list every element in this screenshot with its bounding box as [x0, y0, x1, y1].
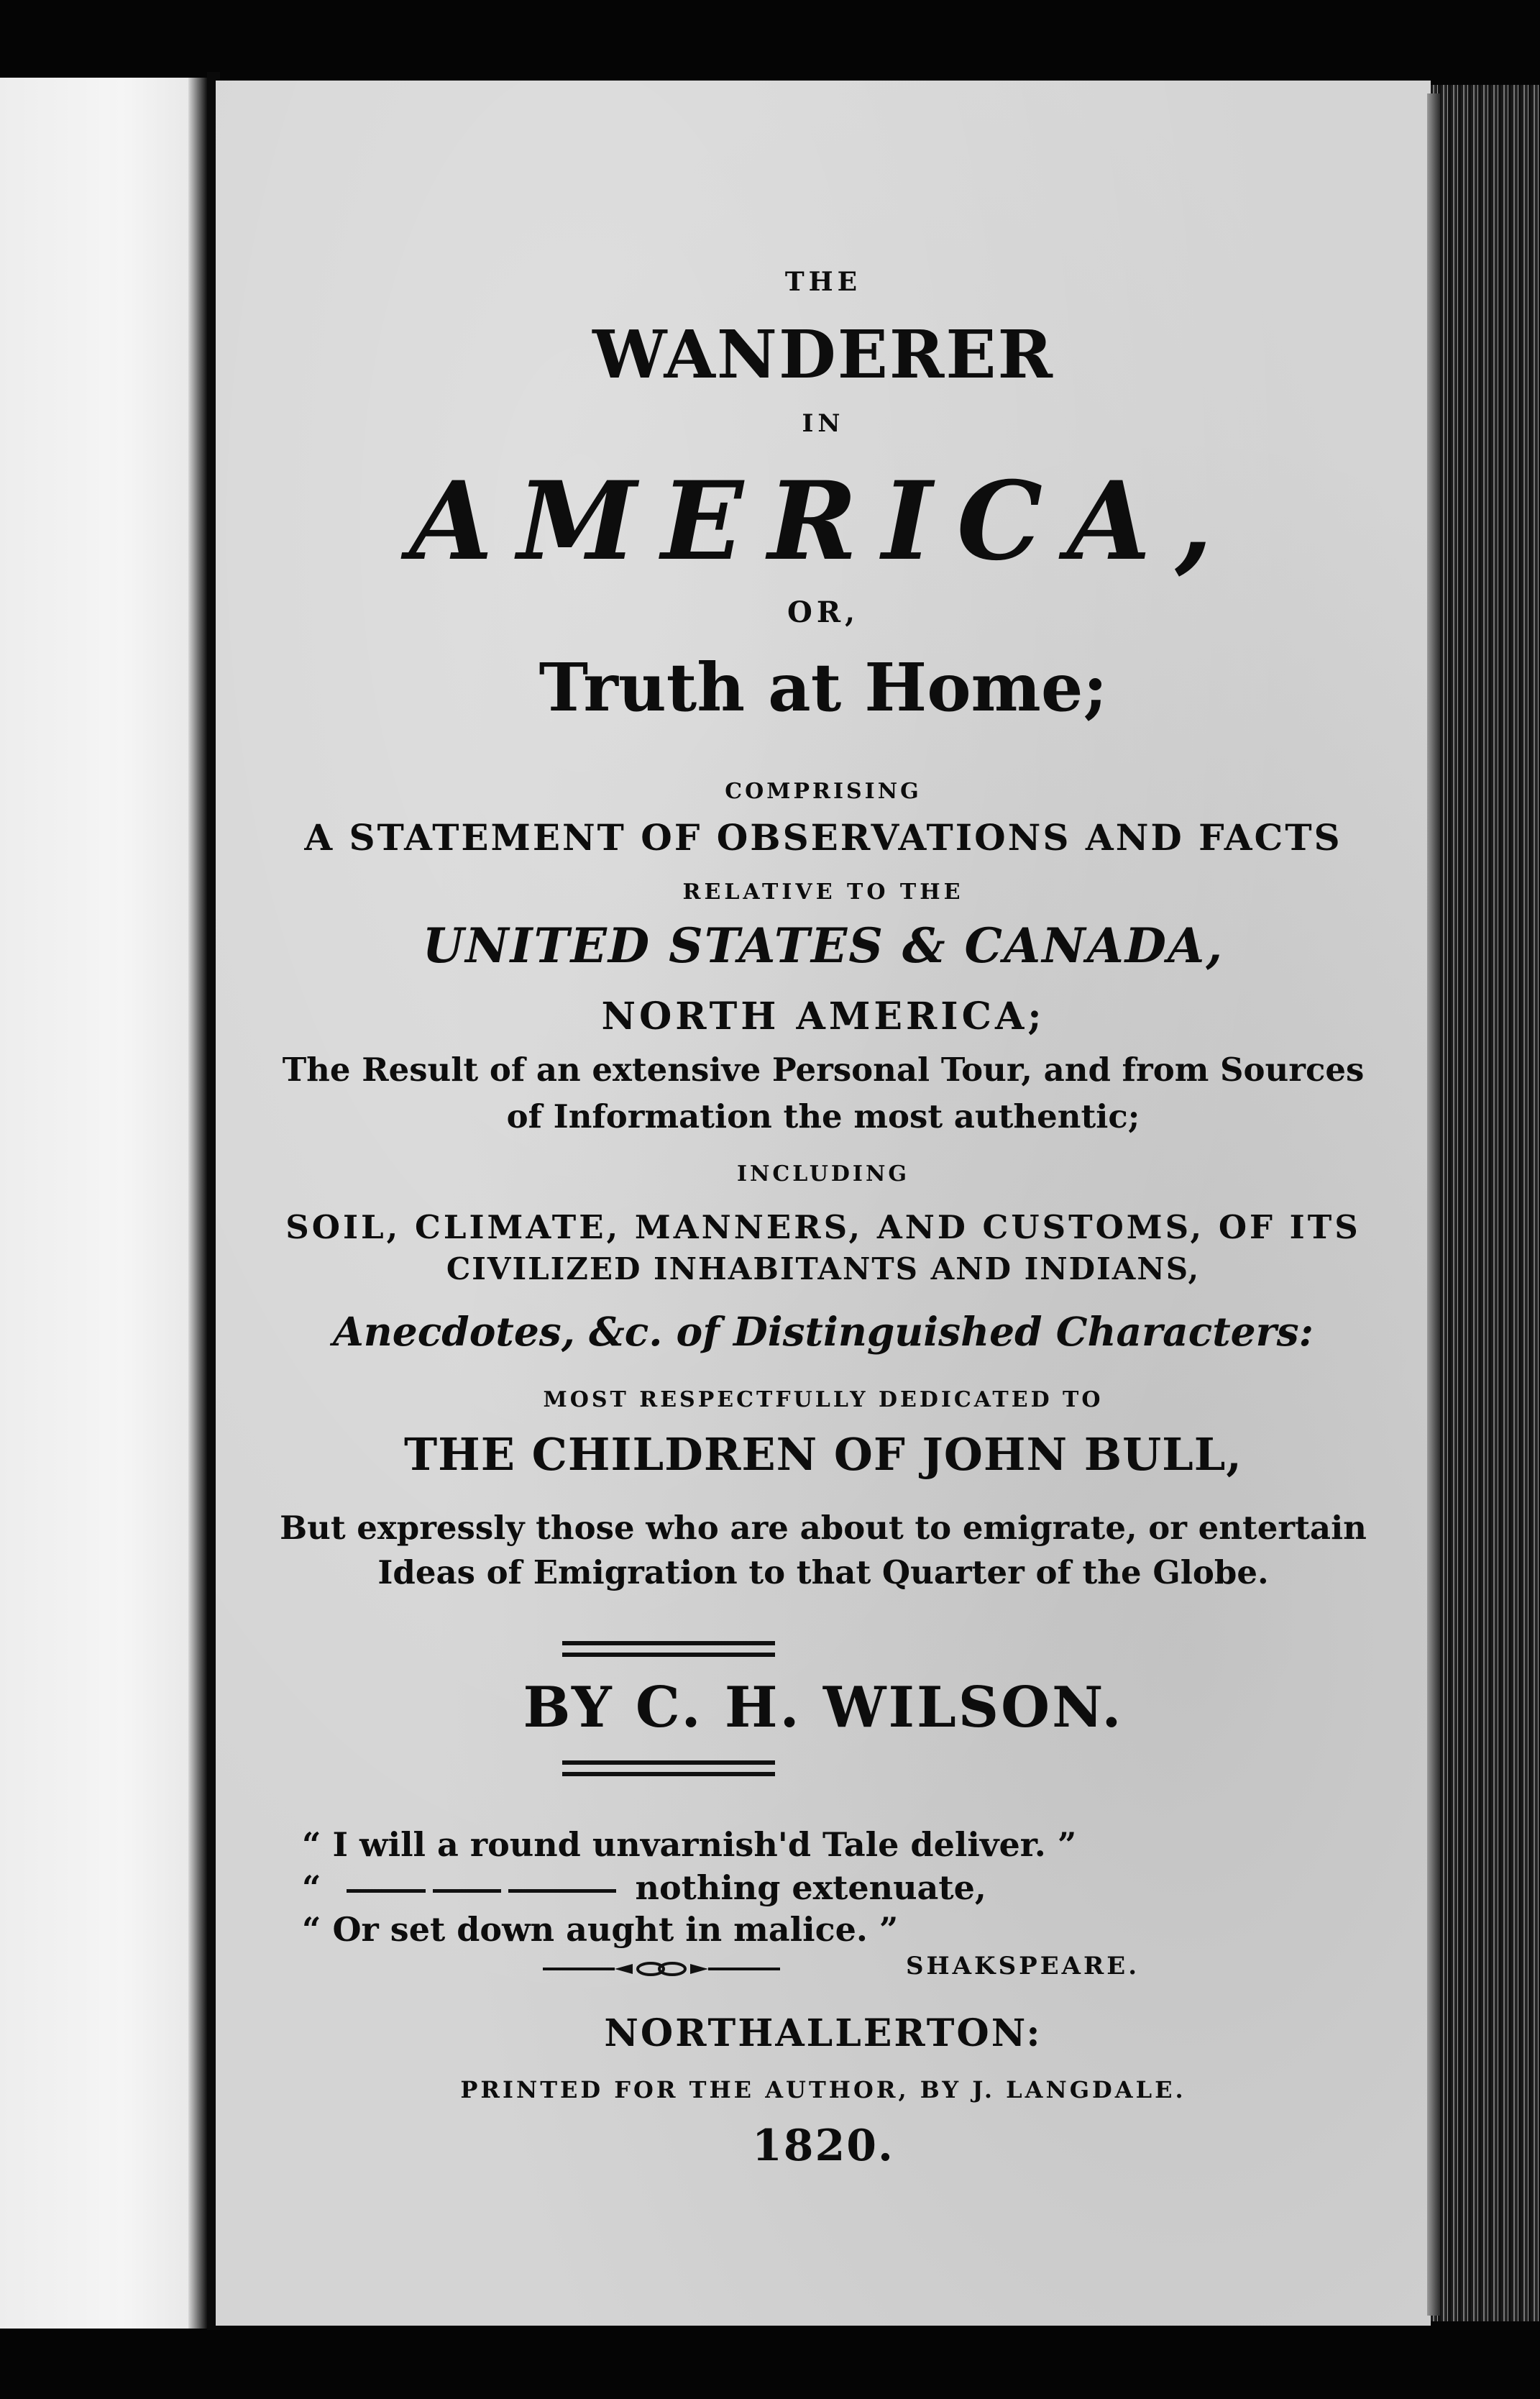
quote-line-3: “ Or set down aught in malice. ”	[302, 1910, 899, 1949]
title-or: OR,	[787, 595, 859, 629]
result-line-1: The Result of an extensive Personal Tour, and from Sources	[282, 1051, 1365, 1089]
page-edge-shadow	[1427, 93, 1440, 2316]
imprint-year: 1820.	[752, 2121, 894, 2171]
quote-line-2-open: “	[302, 1868, 321, 1907]
united-states-canada: UNITED STATES & CANADA,	[422, 918, 1224, 974]
expressly-line-1: But expressly those who are about to emigrate, or entertain	[280, 1509, 1367, 1547]
statement-line: A STATEMENT OF OBSERVATIONS AND FACTS	[304, 816, 1342, 859]
left-page-edge	[188, 78, 207, 2329]
imprint-place: NORTHALLERTON:	[604, 2011, 1042, 2055]
author-line: BY C. H. WILSON.	[523, 1675, 1124, 1740]
ornament-rule	[543, 1961, 780, 1977]
title-in: IN	[802, 409, 845, 438]
children-of-john-bull: THE CHILDREN OF JOHN BULL,	[404, 1428, 1242, 1481]
relative-to-label: RELATIVE TO THE	[682, 879, 964, 905]
quote-dash-3	[508, 1889, 616, 1893]
imprint-printer: PRINTED FOR THE AUTHOR, BY J. LANGDALE.	[460, 2076, 1186, 2103]
double-rule-top-1	[562, 1641, 775, 1645]
page-stack-edges	[1431, 85, 1540, 2321]
title-truth-at-home: Truth at Home;	[538, 649, 1108, 726]
title-america: AMERICA,	[409, 458, 1237, 585]
title-wanderer: WANDERER	[592, 316, 1054, 393]
quote-line-2-text: nothing extenuate,	[635, 1868, 986, 1907]
double-rule-top-2	[562, 1653, 775, 1657]
double-rule-bottom-1	[562, 1760, 775, 1765]
title-the: THE	[784, 267, 862, 297]
anecdotes-line: Anecdotes, &c. of Distinguished Characters:	[333, 1308, 1314, 1355]
north-america: NORTH AMERICA;	[601, 995, 1045, 1038]
quote-dash-1	[347, 1889, 426, 1893]
quote-dash-2	[433, 1889, 501, 1893]
including-label: INCLUDING	[736, 1161, 910, 1187]
quote-attribution: SHAKSPEARE.	[906, 1952, 1140, 1980]
soil-climate-line: SOIL, CLIMATE, MANNERS, AND CUSTOMS, OF ITS	[285, 1208, 1361, 1246]
quote-line-1: “ I will a round unvarnish'd Tale deliver. ”	[302, 1825, 1077, 1864]
dedicated-label: MOST RESPECTFULLY DEDICATED TO	[543, 1387, 1104, 1412]
title-page	[216, 81, 1431, 2326]
expressly-line-2: Ideas of Emigration to that Quarter of the Globe.	[377, 1553, 1269, 1591]
left-page	[0, 78, 205, 2329]
double-rule-bottom-2	[562, 1772, 775, 1776]
civilized-inhabitants-line: CIVILIZED INHABITANTS AND INDIANS,	[446, 1251, 1201, 1287]
quote-line-2	[302, 1868, 986, 1907]
result-line-2: of Information the most authentic;	[506, 1097, 1140, 1135]
comprising-label: COMPRISING	[725, 779, 922, 804]
